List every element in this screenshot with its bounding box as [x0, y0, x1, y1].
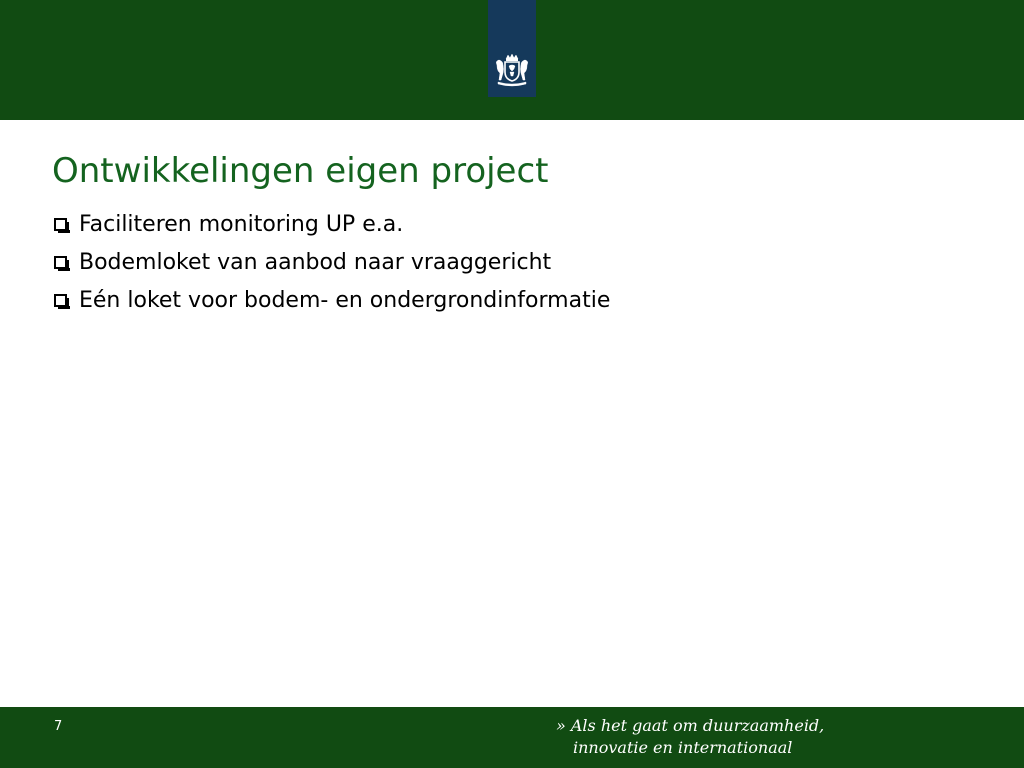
- list-item: [52, 281, 610, 319]
- header-bar: [0, 0, 1024, 120]
- bullet-list: [52, 205, 610, 319]
- bullet-text: Eén loket voor bodem- en ondergrondinformatie: [79, 287, 611, 313]
- tagline-line-1: » Als het gaat om duurzaamheid,: [556, 716, 825, 735]
- footer-tagline: [556, 715, 824, 759]
- logo-ribbon: [488, 0, 536, 97]
- bullet-text: Bodemloket van aanbod naar vraaggericht: [79, 249, 552, 275]
- bullet-text: Faciliteren monitoring UP e.a.: [79, 211, 404, 237]
- slide-title: Ontwikkelingen eigen project: [52, 151, 549, 191]
- page-number: 7: [54, 719, 63, 734]
- coat-of-arms-icon: [492, 53, 532, 87]
- footer-bar: [0, 707, 1024, 768]
- checkbox-bullet-icon: [54, 294, 67, 307]
- list-item: [52, 243, 610, 281]
- checkbox-bullet-icon: [54, 218, 67, 231]
- list-item: [52, 205, 610, 243]
- checkbox-bullet-icon: [54, 256, 67, 269]
- tagline-line-2: innovatie en internationaal: [573, 738, 793, 757]
